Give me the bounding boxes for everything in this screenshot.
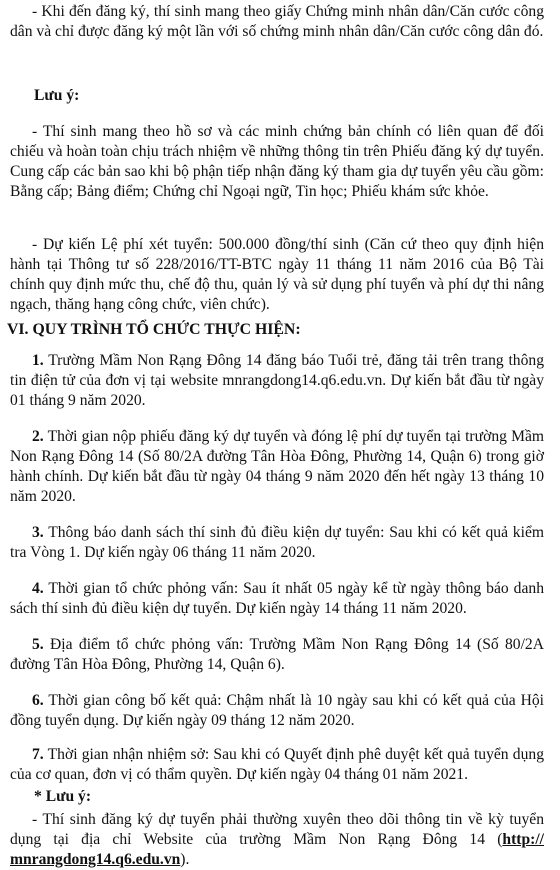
step-2-paragraph: [10, 427, 544, 508]
final-note-prefix: - Thí sinh đăng ký dự tuyển phải thường xuyên theo dõi thông tin về kỳ tuyển dụng tại địa chỉ Website của trường Mầm Non Rạng Đông 14 (: [10, 810, 544, 848]
step-6-text: Thời gian công bố kết quả: Chậm nhất là 10 ngày sau khi có kết quả của Hội đồng tuyển dụng. Dự kiến ngày 09 tháng 12 năm 2020.: [10, 691, 544, 729]
note-label: Lưu ý:: [34, 87, 80, 104]
registration-note-paragraph: - Khi đến đăng ký, thí sinh mang theo giấy Chứng minh nhân dân/Căn cước công dân và chỉ được đăng ký một lần với số chứng minh nhân dân/Căn cước công dân đó.: [10, 2, 544, 40]
step-2-text: Thời gian nộp phiếu đăng ký dự tuyển và đóng lệ phí dự tuyển tại trường Mầm Non Rạng Đông 14 (Số 80/2A đường Tân Hòa Đông, Phường 14, Quận 6) trong giờ hành chính. Dự kiến bắt đầu từ ngày 04 tháng 9 năm 2020 đến hết ngày 13 tháng 10 năm 2020.: [10, 427, 544, 506]
step-6-paragraph: [10, 691, 544, 731]
final-note-label: * Lưu ý:: [34, 788, 92, 805]
step-3-paragraph: [10, 523, 544, 563]
step-5-number: 5.: [32, 635, 44, 653]
step-3-number: 3.: [32, 523, 44, 541]
step-6-number: 6.: [32, 691, 44, 709]
website-link[interactable]: http:// mnrangdong14.q6.edu.vn: [10, 830, 544, 868]
fee-paragraph: - Dự kiến Lệ phí xét tuyển: 500.000 đồng/thí sinh (Căn cứ theo quy định hiện hành tại Thông tư số 228/2016/TT-BTC ngày 11 tháng 11 năm 2016 của Bộ Tài chính quy định mức thu, chế độ thu, quản lý và sử dụng phí tuyển và phí dự thi nâng ngạch, thăng hạng công chức, viên chức).: [10, 235, 544, 314]
step-1-number: 1.: [32, 351, 44, 369]
step-5-text: Địa điểm tổ chức phỏng vấn: Trường Mầm Non Rạng Đông 14 (Số 80/2A đường Tân Hòa Đông, Phường 14, Quận 6).: [10, 635, 544, 673]
step-4-text: Thời gian tổ chức phỏng vấn: Sau ít nhất 05 ngày kể từ ngày thông báo danh sách thí sinh đủ điều kiện dự tuyển. Dự kiến ngày 14 tháng 11 năm 2020.: [10, 579, 544, 617]
step-4-paragraph: [10, 579, 544, 619]
step-2-number: 2.: [32, 427, 44, 445]
step-5-paragraph: [10, 635, 544, 675]
step-7-number: 7.: [32, 745, 44, 763]
step-7-text: Thời gian nhận nhiệm sở: Sau khi có Quyết định phê duyệt kết quả tuyển dụng của cơ quan, đơn vị có thẩm quyền. Dự kiến ngày 04 tháng 01 năm 2021.: [10, 745, 544, 783]
step-4-number: 4.: [32, 579, 44, 597]
step-1-paragraph: [10, 351, 544, 412]
final-note-suffix: ).: [180, 851, 190, 868]
final-note-paragraph: [10, 810, 544, 870]
step-1-text: Trường Mầm Non Rạng Đông 14 đăng báo Tuổi trẻ, đăng tải trên trang thông tin điện tử của đơn vị tại website mnrangdong14.q6.edu.vn. Dự kiến bắt đầu từ ngày 01 tháng 9 năm 2020.: [10, 351, 544, 409]
step-7-paragraph: [10, 745, 544, 785]
note-paragraph: - Thí sinh mang theo hồ sơ và các minh chứng bản chính có liên quan để đối chiếu và hoàn toàn chịu trách nhiệm về những thông tin trên Phiếu đăng ký dự tuyển. Cung cấp các bản sao khi bộ phận tiếp nhận đăng ký tham gia dự tuyển yêu cầu gồm: Bằng cấp; Bảng điểm; Chứng chỉ Ngoại ngữ, Tin học; Phiếu khám sức khỏe.: [10, 122, 544, 201]
step-3-text: Thông báo danh sách thí sinh đủ điều kiện dự tuyển: Sau khi có kết quả kiểm tra Vòng 1. Dự kiến ngày 06 tháng 11 năm 2020.: [10, 523, 544, 561]
section-vi-heading: VI. QUY TRÌNH TỔ CHỨC THỰC HIỆN:: [7, 321, 301, 338]
